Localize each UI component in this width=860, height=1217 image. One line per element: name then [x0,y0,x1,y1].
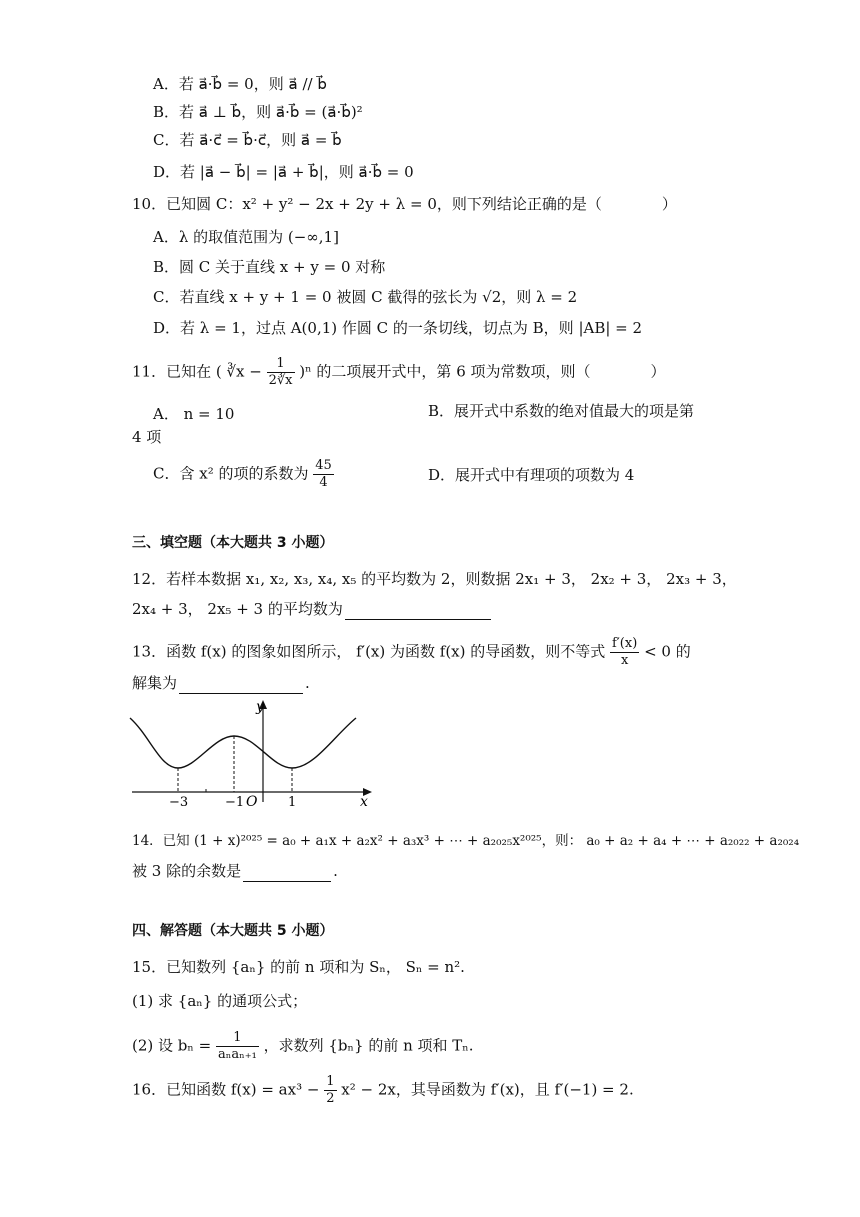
q11-option-b-cont: 4 项 [132,428,162,446]
q16-stem [132,1074,634,1107]
q9-option-c: C．若 a⃗·c⃗ = b⃗·c⃗，则 a⃗ = b⃗ [153,131,342,149]
q9-option-a: A．若 a⃗·b⃗ = 0，则 a⃗ // b⃗ [153,75,327,93]
q11-frac-den: 2∛x [268,373,293,388]
q13-answer-blank[interactable] [179,677,303,694]
q13-fraction [610,636,639,669]
q15-frac-den: aₙaₙ₊₁ [218,1047,257,1062]
q15-stem: 15．已知数列 {aₙ} 的前 n 项和为 Sₙ， Sₙ = n². [132,958,465,976]
q15-fraction [216,1030,259,1063]
q11-option-c [153,458,334,491]
q11-stem-post: 的二项展开式中，第 6 项为常数项，则（ ） [316,362,666,381]
q16-pre: 16．已知函数 f(x) = ax³ − [132,1080,320,1099]
q13-line1 [132,636,691,669]
q10-option-b: B．圆 C 关于直线 x + y = 0 对称 [153,258,386,276]
q16-post: x² − 2x，其导函数为 f′(x)，且 f′(−1) = 2. [341,1080,634,1099]
q11-exp: )ⁿ [299,362,312,381]
q13-line2 [132,672,310,694]
q11-option-c-text: C．含 x² 的项的系数为 [153,464,309,483]
section-3-title: 三、填空题（本大题共 3 小题） [132,535,334,551]
q16-frac-den: 2 [326,1091,335,1106]
q12-line2 [132,598,493,620]
q15-part2-post: ，求数列 {bₙ} 的前 n 项和 Tₙ. [263,1036,474,1055]
q12-line2-text: 2x₄ + 3， 2x₅ + 3 的平均数为 [132,600,343,618]
q10-option-a: A．λ 的取值范围为 (−∞,1] [153,228,339,246]
q10-option-c: C．若直线 x + y + 1 = 0 被圆 C 截得的弦长为 √2，则 λ = 2 [153,288,578,306]
q14-line1: 14．已知 (1 + x)²⁰²⁵ = a₀ + a₁x + a₂x² + a₃x³ + ⋯ + a₂₀₂₅x²⁰²⁵，则： a₀ + a₂ + a₄ + ⋯ + a₂₀₂₂ + a₂₀₂₄ [132,833,800,849]
q11-option-a: A． n = 10 [153,405,235,423]
q14-line2-text: 被 3 除的余数是 [132,862,242,880]
q11-option-b: B．展开式中系数的绝对值最大的项是第 [428,402,695,420]
function-graph [128,698,378,810]
q10-option-d: D．若 λ = 1，过点 A(0,1) 作圆 C 的一条切线，切点为 B，则 |AB| = 2 [153,319,643,337]
function-curve [130,718,356,768]
q13-frac-num: f′(x) [612,636,638,651]
q16-fraction [324,1074,336,1107]
q13-frac-den: x [620,653,629,668]
q10-stem: 10．已知圆 C：x² + y² − 2x + 2y + λ = 0，则下列结论正确的是（ ） [132,195,677,213]
q11-expr: ( ∛x − [215,362,267,381]
q13-line2-end: . [305,674,310,692]
q11-optc-den: 4 [319,475,328,490]
q13-line1-post: < 0 的 [644,642,691,661]
q9-option-b: B．若 a⃗ ⊥ b⃗，则 a⃗·b⃗ = (a⃗·b⃗)² [153,103,363,121]
q11-stem [132,356,666,389]
origin-label: O [246,794,258,810]
q11-fraction [267,356,295,389]
q11-option-c-fraction [313,458,334,491]
q13-line2-text: 解集为 [132,674,178,692]
y-axis-label: y [256,699,264,715]
q13-line1-pre: 13．函数 f(x) 的图象如图所示， f′(x) 为函数 f(x) 的导函数，则不等式 [132,642,606,661]
q15-frac-num: 1 [216,1030,259,1047]
q9-option-d: D．若 |a⃗ − b⃗| = |a⃗ + b⃗|，则 a⃗·b⃗ = 0 [153,163,414,181]
q11-optc-num: 45 [315,458,332,473]
section-4-title: 四、解答题（本大题共 5 小题） [132,923,334,939]
q16-frac-num: 1 [326,1074,335,1089]
q15-part1: (1) 求 {aₙ} 的通项公式； [132,992,308,1010]
q12-answer-blank[interactable] [345,603,491,620]
q11-frac-num: 1 [267,356,295,373]
x-axis-label: x [360,794,368,810]
q14-line2 [132,860,338,882]
q14-line2-end: . [333,862,338,880]
q11-option-d: D．展开式中有理项的项数为 4 [428,466,635,484]
tick-label-neg3: −3 [169,795,189,810]
tick-label-neg1: −1 [225,795,245,810]
q15-part2-pre: (2) 设 bₙ = [132,1036,212,1055]
q14-answer-blank[interactable] [243,865,331,882]
q12-line1: 12．若样本数据 x₁, x₂, x₃, x₄, x₅ 的平均数为 2，则数据 2x₁ + 3， 2x₂ + 3， 2x₃ + 3， [132,570,737,588]
tick-label-1: 1 [288,795,297,810]
q11-stem-pre: 11．已知在 [132,362,212,381]
q15-part2 [132,1030,474,1063]
